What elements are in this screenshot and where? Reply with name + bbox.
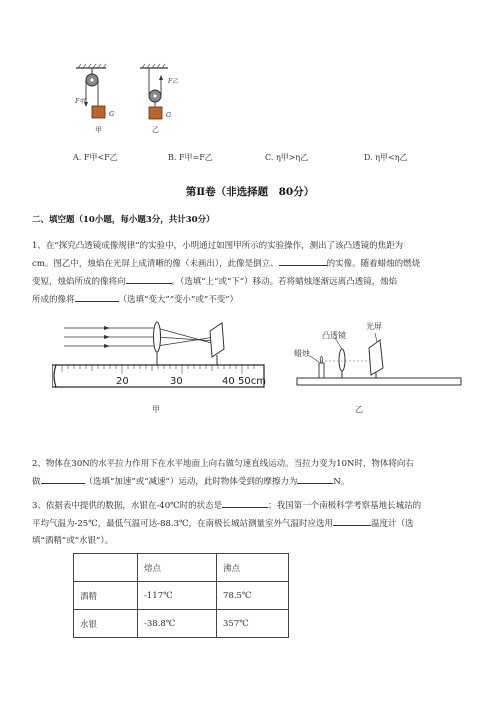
option-letter: C.: [265, 153, 274, 162]
ruler-tick-30: 30: [170, 376, 183, 387]
q1-line-3: 变短，烛焰所成的像将向 。（选填“上”或“下”）移动。若将蜡烛逐渐远离凸透镜，烛焰: [32, 273, 472, 291]
ruler-tick-50cm: 50cm: [238, 376, 266, 387]
q2-line-1: 2、物体在30N的水平拉力作用下在水平地面上向右做匀速直线运动。当拉力变为10N时，物体将向右: [32, 459, 414, 469]
label-candle: 蜡烛: [294, 349, 310, 358]
q3-blank-state[interactable]: [222, 497, 268, 508]
table-cell: -117℃: [138, 582, 217, 610]
q1-blank-image-type[interactable]: [279, 255, 327, 266]
caption-jia-pulley: 甲: [95, 126, 102, 134]
label-convex-lens: 凸透镜: [322, 331, 346, 340]
q3-blank-thermometer[interactable]: [333, 515, 371, 526]
question-2: [32, 456, 472, 491]
force-label-b: F乙: [168, 78, 179, 85]
q1-blank-size[interactable]: [75, 291, 119, 302]
q2-line-2: 做 （选填“加速”或“减速”）运动，此时物体受到的摩擦力为 N。: [32, 473, 472, 491]
q1-line-2: cm。图乙中，烛焰在光屏上成清晰的像（未画出），此像是倒立、 的实像。随着蜡烛的燃烧: [32, 255, 472, 273]
caption-jia-lens: 甲: [152, 405, 160, 414]
option-letter: B.: [168, 153, 177, 162]
option-a[interactable]: [73, 152, 118, 163]
option-b[interactable]: [168, 152, 213, 163]
fill-in-heading: 二、填空题（10小题，每小题3分，共计30分）: [32, 215, 215, 225]
q1-line-4: 所成的像将 （选填“变大”“变小”或“不变”）: [32, 291, 472, 309]
table-cell: 酒精: [74, 582, 138, 610]
table-header-cell: [74, 554, 138, 582]
option-text: η甲>η乙: [275, 153, 309, 162]
force-label-a: F甲: [75, 98, 86, 105]
section-title: 第Ⅱ卷（非选择题 80分）: [185, 186, 315, 198]
option-text: F甲<F乙: [83, 153, 118, 162]
table-cell: 357℃: [217, 610, 289, 638]
caption-yi-lens: 乙: [355, 405, 363, 414]
table-row: [74, 582, 289, 610]
option-text: F甲=F乙: [178, 153, 213, 162]
option-letter: A.: [73, 153, 82, 162]
label-screen: 光屏: [366, 322, 382, 331]
table-header-cell: 熔点: [138, 554, 217, 582]
ruler-tick-20: 20: [116, 376, 129, 387]
ruler-tick-40: 40: [222, 376, 235, 387]
q3-line-1: 3、依据表中提供的数据，水银在-40℃时的状态是 ；我国第一个南极科学考察基地长城站的: [32, 497, 472, 515]
table-cell: 水银: [74, 610, 138, 638]
q1-blank-direction[interactable]: [126, 273, 172, 284]
question-1: [32, 238, 472, 309]
table-cell: -38.8℃: [138, 610, 217, 638]
melting-boiling-table: [73, 553, 289, 638]
table-row: [74, 610, 289, 638]
q2-blank-motion[interactable]: [41, 473, 85, 484]
q3-line-3: 填“酒精”或“水银”）。: [32, 536, 114, 546]
table-header-cell: 沸点: [217, 554, 289, 582]
option-c[interactable]: [265, 152, 308, 163]
q3-line-2: 平均气温为-25℃，最低气温可达-88.3℃，在南极长城站测量室外气温时应选用 温度计（选: [32, 515, 472, 533]
weight-label-left: G: [109, 110, 115, 118]
weight-label-right: G: [166, 111, 172, 119]
table-cell: 78.5℃: [217, 582, 289, 610]
pulley-figure: [70, 62, 190, 140]
option-letter: D.: [364, 153, 373, 162]
table-header-row: [74, 554, 289, 582]
q2-blank-friction[interactable]: [297, 473, 333, 484]
option-text: η甲<η乙: [375, 153, 408, 162]
question-3: [32, 497, 472, 550]
q1-line-1: 1、在“探究凸透镜成像规律”的实验中，小明通过如图甲所示的实验操作，测出了该凸透镜的焦距为: [32, 241, 404, 251]
lens-figure-yi: [295, 328, 465, 390]
caption-yi-pulley: 乙: [152, 126, 159, 134]
option-d[interactable]: [364, 152, 408, 163]
